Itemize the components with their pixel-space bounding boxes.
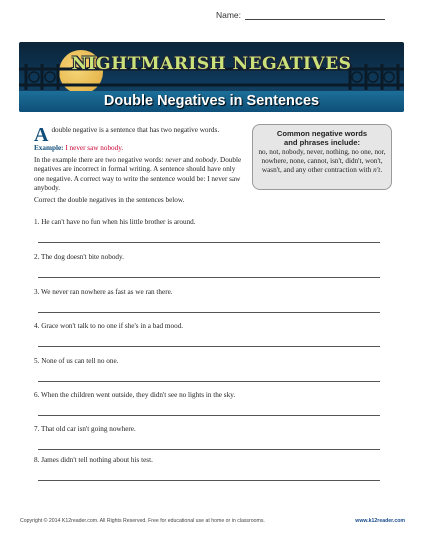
footer bbox=[20, 518, 405, 524]
question-text: 2. The dog doesn't bite nobody. bbox=[34, 253, 124, 261]
question-text: 8. James didn't tell nothing about his test. bbox=[34, 456, 153, 464]
question-text: 1. He can't have no fun when his little brother is around. bbox=[34, 218, 196, 226]
question-text: 6. When the children went outside, they didn't see no lights in the sky. bbox=[34, 391, 236, 399]
p2-nobody: nobody bbox=[195, 155, 217, 164]
site-url[interactable]: www.k12reader.com bbox=[355, 518, 405, 524]
box-body-end: . bbox=[380, 166, 383, 174]
answer-line[interactable] bbox=[38, 381, 380, 382]
example-line bbox=[34, 144, 244, 154]
p2-text-b: . Double negatives are incorrect in formal writing. A sentence should have only one negative. A correct way to write the sentence would be: I never saw anybody. bbox=[34, 155, 242, 193]
question-text: 3. We never ran nowhere as fast as we ran there. bbox=[34, 288, 173, 296]
question-text: 7. That old car isn't going nowhere. bbox=[34, 425, 136, 433]
p2-never: never bbox=[165, 155, 182, 164]
answer-line[interactable] bbox=[38, 415, 380, 416]
answer-line[interactable] bbox=[38, 277, 380, 278]
negative-words-box bbox=[252, 124, 392, 190]
intro-text bbox=[34, 126, 244, 208]
question-text: 5. None of us can tell no one. bbox=[34, 357, 119, 365]
copyright-text: Copyright © 2014 K12reader.com. All Rights Reserved. Free for educational use at home or in classrooms. bbox=[20, 518, 265, 524]
drop-cap: A bbox=[34, 124, 49, 146]
box-body-text: no, not, nobody, never, nothing, no one, nor, nowhere, none, cannot, isn't, didn't, won't, wasn't, and any other contraction with bbox=[258, 148, 386, 174]
name-label: Name: bbox=[215, 10, 241, 20]
intro-definition: double negative is a sentence that has two negative words. bbox=[51, 126, 220, 134]
answer-line[interactable] bbox=[38, 449, 380, 450]
box-body-nt: n't bbox=[373, 166, 381, 174]
worksheet-subtitle: Double Negatives in Sentences bbox=[19, 91, 404, 112]
p2-and: and bbox=[181, 155, 196, 164]
answer-line[interactable] bbox=[38, 242, 380, 243]
intro-paragraph-1 bbox=[34, 124, 244, 146]
name-line[interactable] bbox=[245, 10, 385, 20]
p2-text-a: In the example there are two negative words: bbox=[34, 155, 166, 164]
worksheet-title: NIGHTMARISH NEGATIVES bbox=[71, 54, 352, 74]
answer-line[interactable] bbox=[38, 312, 380, 313]
question-text: 4. Grace won't talk to no one if she's in a bad mood. bbox=[34, 322, 184, 330]
box-body bbox=[257, 148, 387, 175]
box-title-line-1: Common negative words bbox=[276, 129, 368, 138]
intro-paragraph-2 bbox=[34, 156, 244, 194]
answer-line[interactable] bbox=[38, 346, 380, 347]
example-text: I never saw nobody. bbox=[65, 144, 124, 152]
name-field bbox=[216, 10, 385, 20]
box-title-line-2: and phrases include: bbox=[284, 138, 360, 147]
title-banner bbox=[19, 42, 404, 112]
answer-line[interactable] bbox=[38, 480, 380, 481]
instructions: Correct the double negatives in the sentences below. bbox=[34, 195, 185, 204]
box-title bbox=[257, 129, 387, 147]
example-label: Example: bbox=[34, 144, 64, 152]
